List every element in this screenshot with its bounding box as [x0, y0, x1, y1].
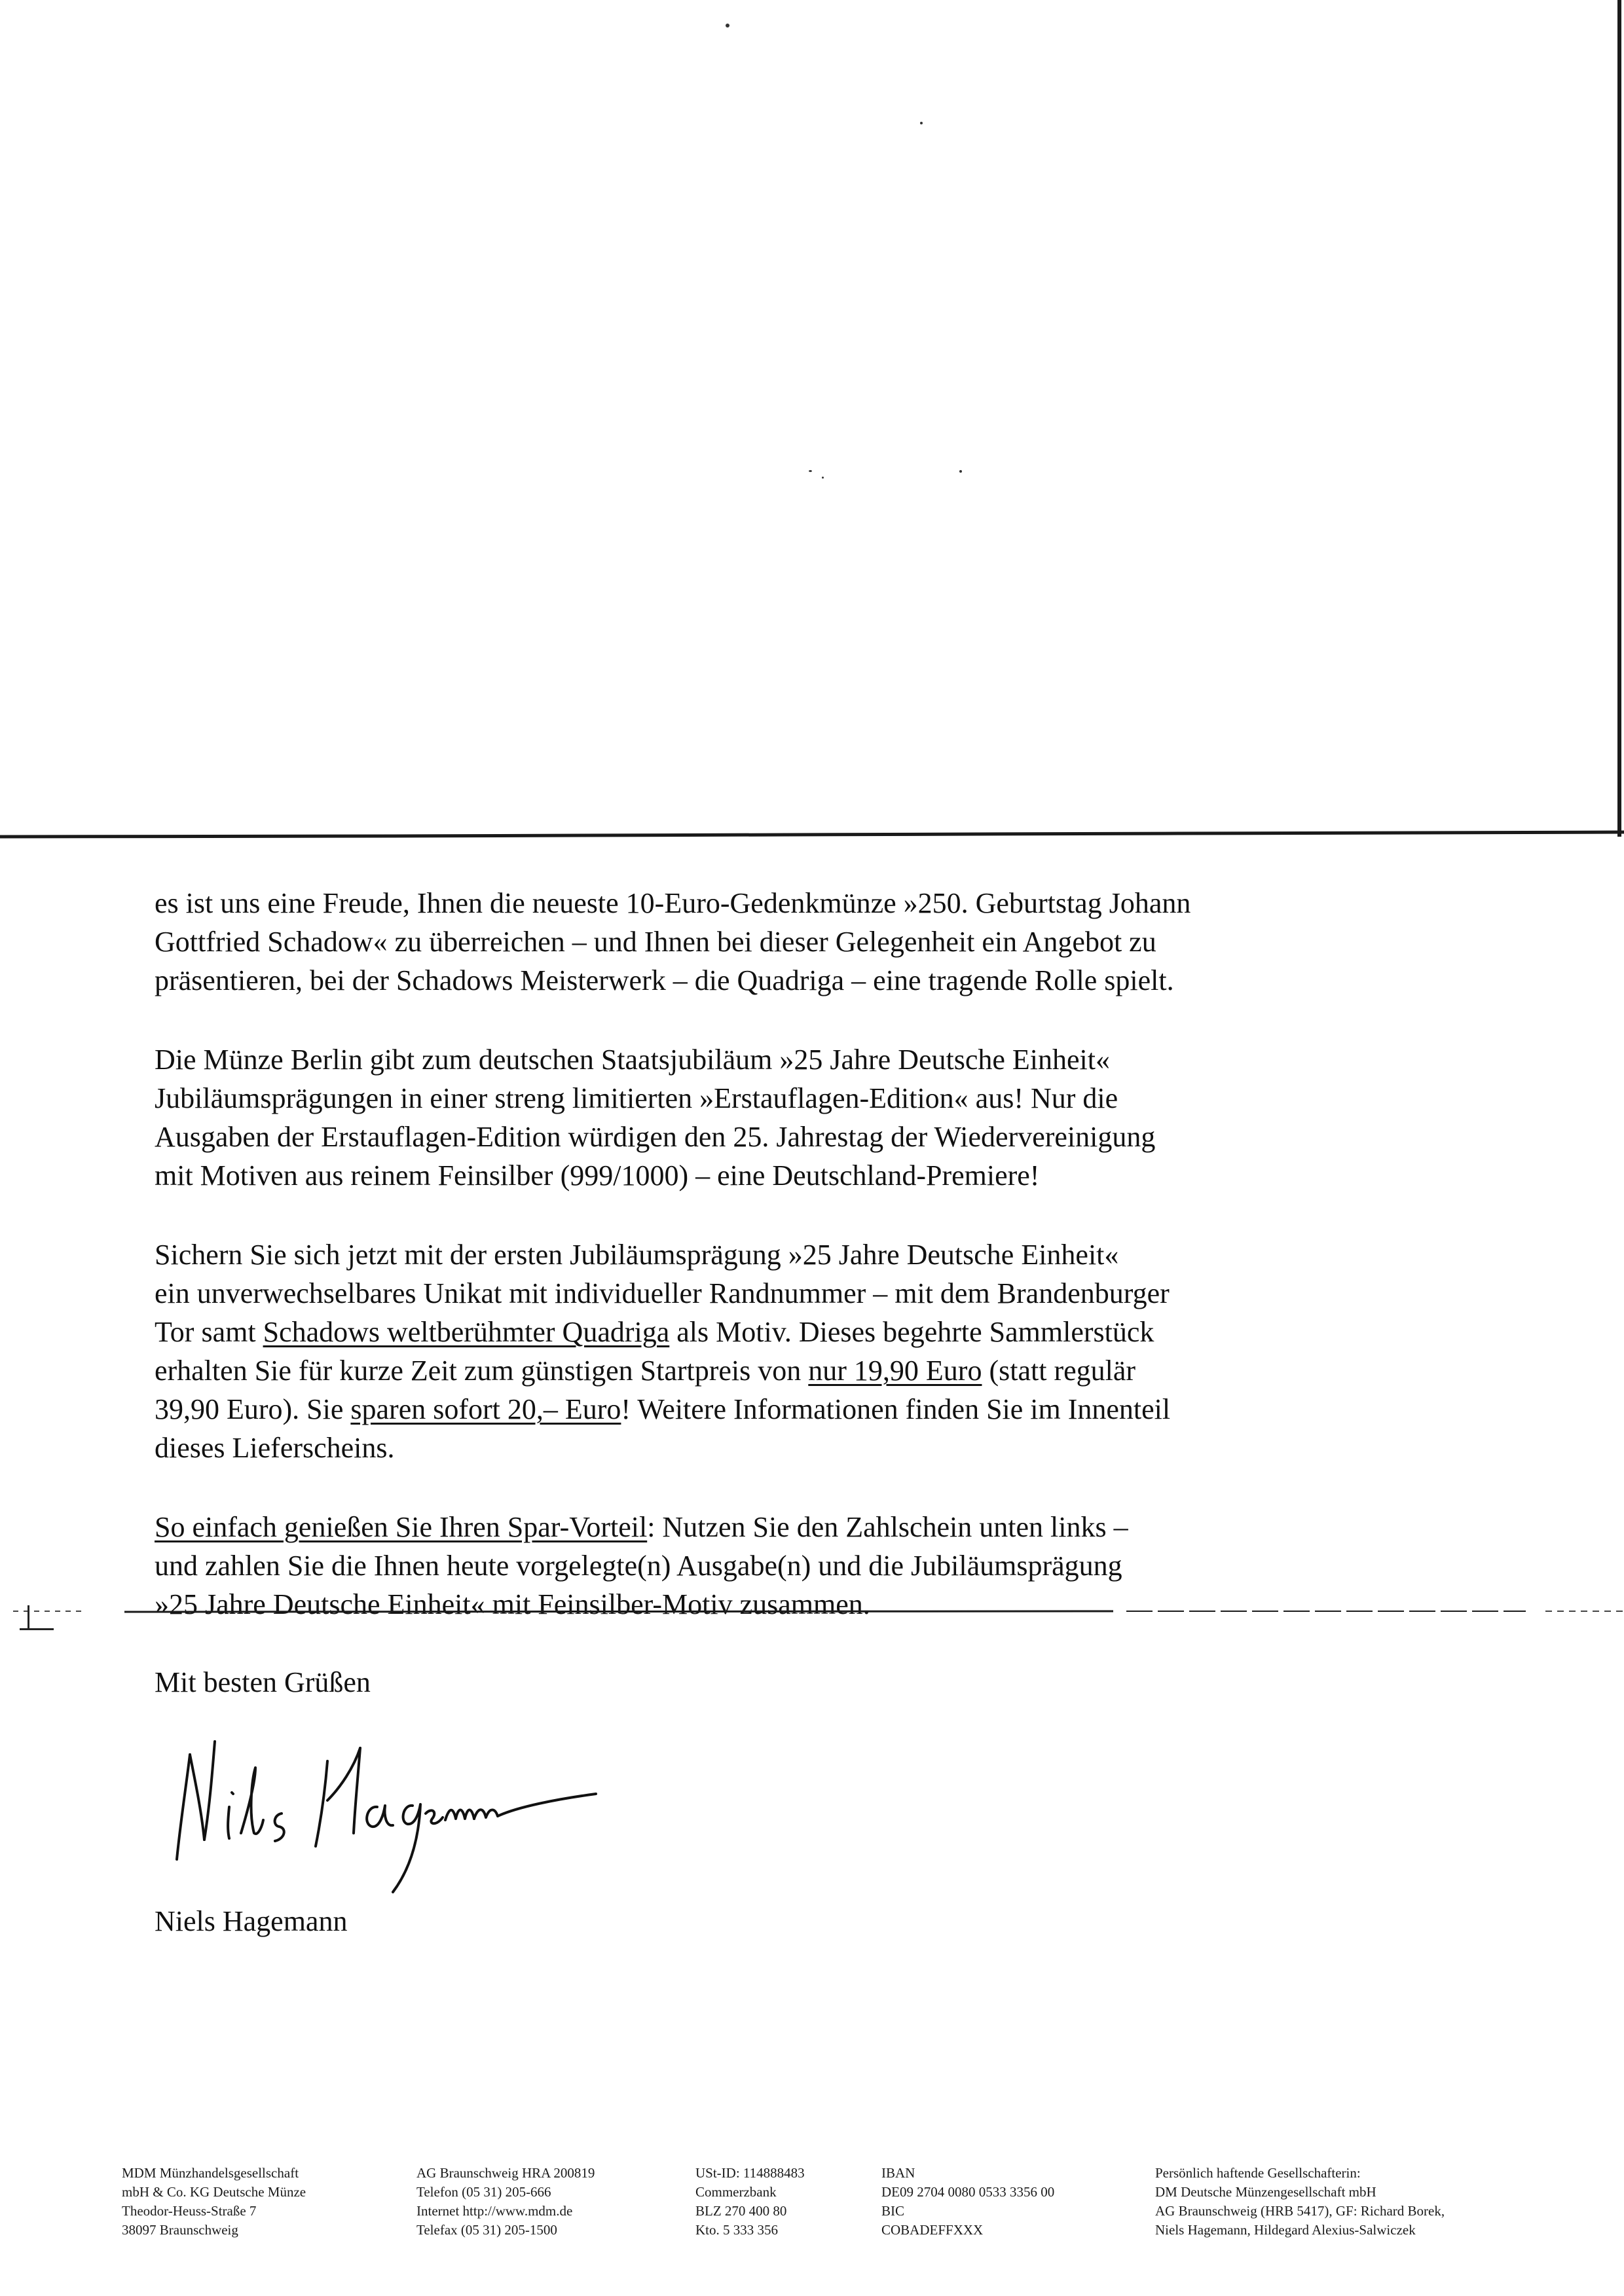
text-line-struck: »25 Jahre Deutsche Einheit« mit Feinsilber-Motiv zusammen. [155, 1588, 870, 1620]
footer-line: USt-ID: 114888483 [695, 2165, 805, 2181]
scan-speck [920, 122, 923, 124]
footer-company [122, 2164, 306, 2240]
text-line: es ist uns eine Freude, Ihnen die neueste 10-Euro-Gedenkmünze »250. Geburtstag Johann [155, 887, 1191, 919]
paragraph-offer [155, 1235, 1386, 1467]
text-segment: erhalten Sie für kurze Zeit zum günstigen Startpreis von [155, 1355, 809, 1387]
footer-line: BIC [881, 2203, 905, 2219]
footer-line: mbH & Co. KG Deutsche Münze [122, 2184, 306, 2200]
footer-partner [1155, 2164, 1445, 2240]
text-line: Die Münze Berlin gibt zum deutschen Staatsjubiläum »25 Jahre Deutsche Einheit« [155, 1044, 1110, 1076]
footer-iban [881, 2164, 1054, 2240]
margin-mark [20, 1628, 54, 1630]
text-line: mit Motiven aus reinem Feinsilber (999/1000) – eine Deutschland-Premiere! [155, 1159, 1040, 1192]
letter-body [155, 884, 1386, 1664]
fold-edge [1617, 0, 1621, 837]
footer-line: Commerzbank [695, 2184, 777, 2200]
footer-line: Kto. 5 333 356 [695, 2222, 778, 2238]
footer-line: AG Braunschweig HRA 200819 [416, 2165, 595, 2181]
scan-speck [959, 470, 962, 473]
text-line: ein unverwechselbares Unikat mit individueller Randnummer – mit dem Brandenburger [155, 1277, 1170, 1309]
footer-line: DE09 2704 0080 0533 3356 00 [881, 2184, 1055, 2200]
footer-line: 38097 Braunschweig [122, 2222, 238, 2238]
text-segment: als Motiv. Dieses begehrte Sammlerstück [669, 1316, 1154, 1348]
footer-line: Telefax (05 31) 205-1500 [416, 2222, 557, 2238]
text-line: Gottfried Schadow« zu überreichen – und Ihnen bei dieser Gelegenheit ein Angebot zu [155, 926, 1156, 958]
signature [164, 1728, 609, 1899]
footer-line: DM Deutsche Münzengesellschaft mbH [1155, 2184, 1376, 2200]
text-line: Jubiläumsprägungen in einer streng limitierten »Erstauflagen-Edition« aus! Nur die [155, 1082, 1118, 1114]
closing: Mit besten Grüßen [155, 1666, 371, 1698]
text-line [155, 1351, 1386, 1390]
text-line: dieses Lieferscheins. [155, 1432, 395, 1464]
footer-contact [416, 2164, 595, 2240]
footer-line: Persönlich haftende Gesellschafterin: [1155, 2165, 1361, 2181]
footer-line: Niels Hagemann, Hildegard Alexius-Salwiczek [1155, 2222, 1416, 2238]
signer-name: Niels Hagemann [155, 1905, 348, 1937]
text-line [155, 1508, 1386, 1546]
text-line: Sichern Sie sich jetzt mit der ersten Jubiläumsprägung »25 Jahre Deutsche Einheit« [155, 1239, 1119, 1271]
text-segment: : Nutzen Sie den Zahlschein unten links – [647, 1511, 1128, 1543]
footer-bank [695, 2164, 805, 2240]
text-segment: ! Weitere Informationen finden Sie im Innenteil [621, 1393, 1171, 1425]
footer-line: BLZ 270 400 80 [695, 2203, 787, 2219]
text-line [155, 1390, 1386, 1429]
scan-speck [822, 477, 824, 479]
text-line: Ausgaben der Erstauflagen-Edition würdigen den 25. Jahrestag der Wiedervereinigung [155, 1121, 1156, 1153]
footer-line: Theodor-Heuss-Straße 7 [122, 2203, 257, 2219]
underlined-spar-vorteil: So einfach genießen Sie Ihren Spar-Vorteil [155, 1511, 648, 1543]
scan-speck [809, 470, 812, 472]
footer-line: IBAN [881, 2165, 915, 2181]
text-line: und zahlen Sie die Ihnen heute vorgelegte(n) Ausgabe(n) und die Jubiläumsprägung [155, 1550, 1122, 1582]
paragraph-intro [155, 884, 1386, 1000]
footer-line: Internet http://www.mdm.de [416, 2203, 573, 2219]
footer-line: MDM Münzhandelsgesellschaft [122, 2165, 299, 2181]
text-segment: (statt regulär [982, 1355, 1136, 1387]
scan-speck [726, 24, 729, 27]
footer-line: Telefon (05 31) 205-666 [416, 2184, 551, 2200]
text-segment: Tor samt [155, 1316, 263, 1348]
underlined-quadriga: Schadows weltberühmter Quadriga [263, 1316, 670, 1348]
footer-line: AG Braunschweig (HRB 5417), GF: Richard Borek, [1155, 2203, 1445, 2219]
paragraph-payment [155, 1508, 1386, 1624]
text-segment: 39,90 Euro). Sie [155, 1393, 351, 1425]
fold-line [0, 830, 1624, 839]
text-line: präsentieren, bei der Schadows Meisterwerk – die Quadriga – eine tragende Rolle spielt. [155, 964, 1174, 996]
footer-line: COBADEFFXXX [881, 2222, 984, 2238]
text-line [155, 1313, 1386, 1351]
underlined-price: nur 19,90 Euro [808, 1355, 982, 1387]
underlined-savings: sparen sofort 20,– Euro [350, 1393, 621, 1425]
margin-mark [28, 1605, 29, 1630]
paragraph-jubilee [155, 1040, 1386, 1195]
perforation-line [0, 1608, 1624, 1614]
